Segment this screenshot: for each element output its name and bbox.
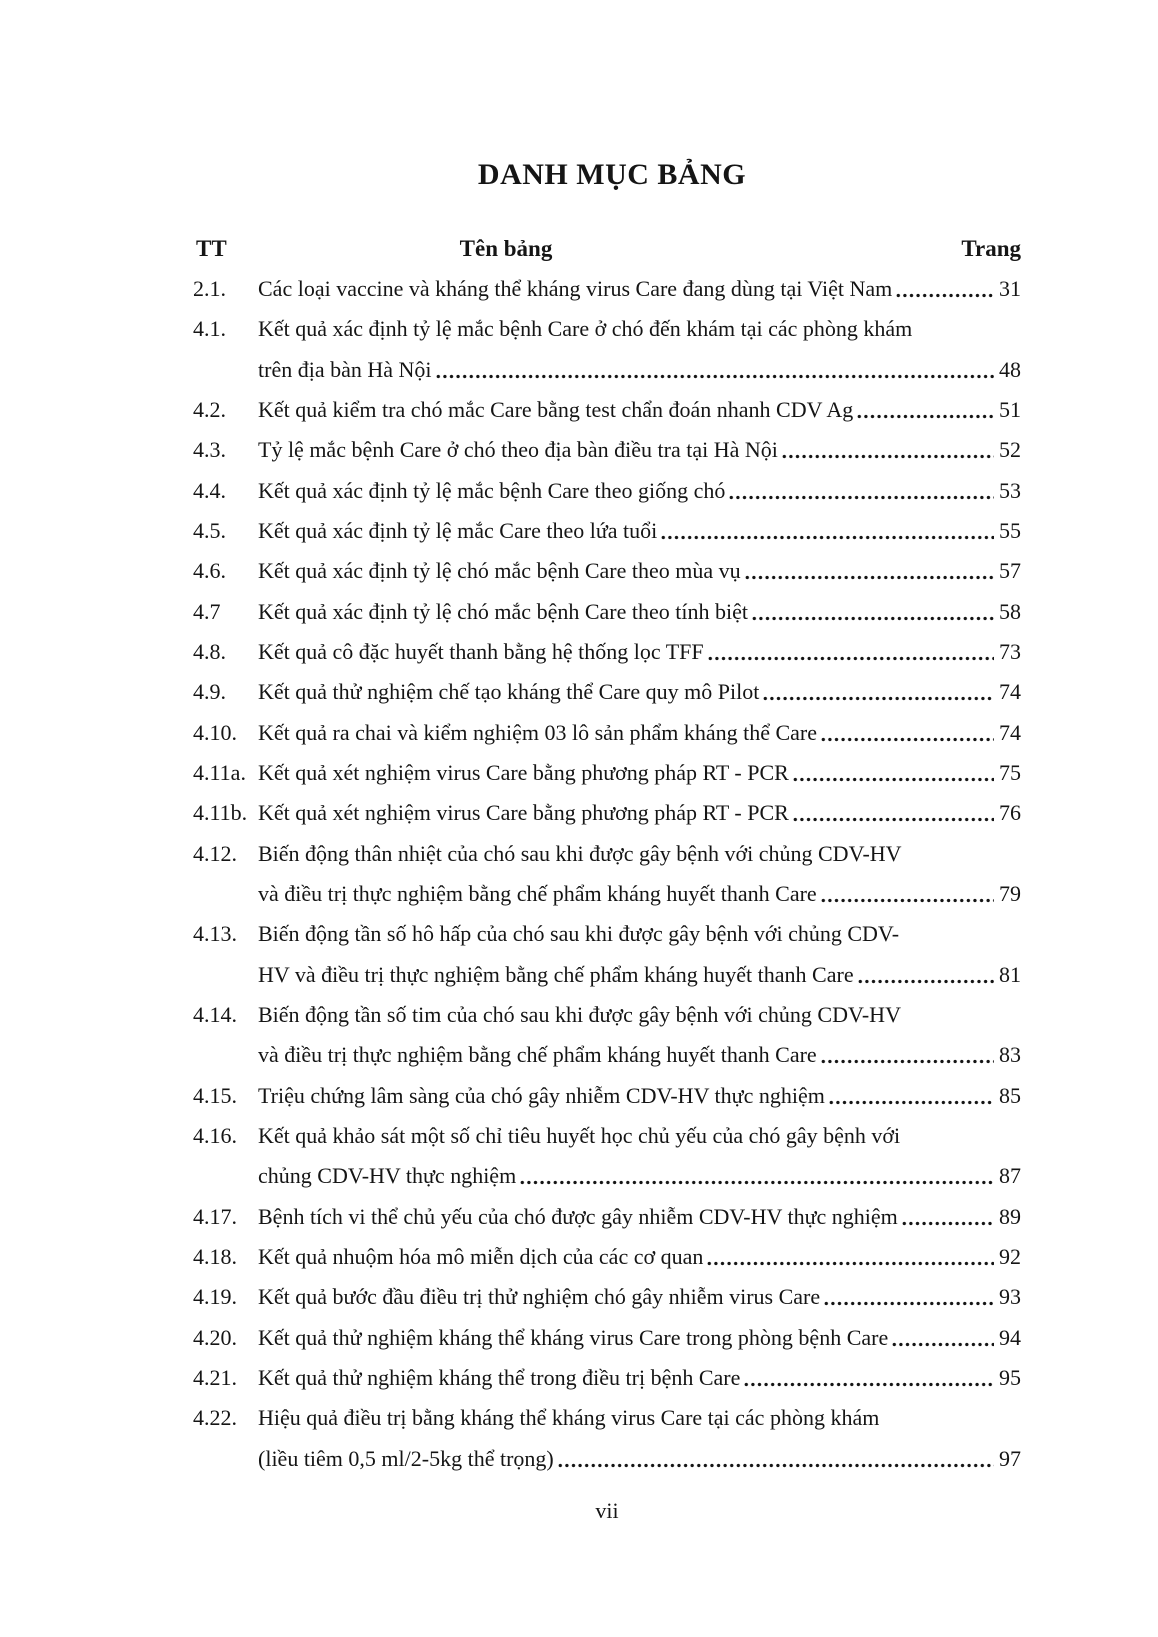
entry-number: 4.13. <box>193 921 237 947</box>
table-row <box>0 713 1158 753</box>
dot-leader <box>820 713 994 753</box>
entry-number: 4.4. <box>193 477 226 503</box>
table-row <box>0 269 1158 309</box>
column-header-page: Trang <box>961 236 1021 261</box>
entry-page-number: 87 <box>999 1163 1021 1189</box>
table-row <box>0 471 1158 511</box>
entry-body <box>258 672 1021 712</box>
entry-body <box>258 955 1021 995</box>
entry-page-number: 57 <box>999 558 1021 584</box>
entry-body <box>258 309 1021 349</box>
entry-body <box>258 914 1021 954</box>
table-row <box>0 834 1158 874</box>
entry-page-number: 73 <box>999 638 1021 664</box>
entry-page-number: 53 <box>999 477 1021 503</box>
dot-leader <box>660 511 994 551</box>
entry-page-number: 74 <box>999 719 1021 745</box>
entry-text: Kết quả khảo sát một số chỉ tiêu huyết học chủ yếu của chó gây bệnh với <box>258 1122 901 1148</box>
entry-number: 4.12. <box>193 840 237 866</box>
entry-body <box>258 1197 1021 1237</box>
entry-text: Bệnh tích vi thể chủ yếu của chó được gây nhiễm CDV-HV thực nghiệm <box>258 1203 898 1229</box>
dot-leader <box>891 1318 994 1358</box>
entry-text: Kết quả thử nghiệm kháng thể kháng virus Care trong phòng bệnh Care <box>258 1324 889 1350</box>
entry-body <box>258 874 1021 914</box>
entry-number: 4.3. <box>193 437 226 463</box>
table-row <box>0 995 1158 1035</box>
dot-leader <box>895 269 994 309</box>
entry-number: 2.1. <box>193 276 226 301</box>
entry-number: 4.1. <box>193 316 226 342</box>
entry-text: Tỷ lệ mắc bệnh Care ở chó theo địa bàn điều tra tại Hà Nội <box>258 437 778 463</box>
entry-body <box>258 430 1021 470</box>
table-row <box>0 914 1158 954</box>
dot-leader <box>781 430 994 470</box>
entry-text: Kết quả kiểm tra chó mắc Care bằng test chẩn đoán nhanh CDV Ag <box>258 396 854 422</box>
dot-leader <box>820 874 994 914</box>
table-row <box>0 793 1158 833</box>
table-row <box>0 1358 1158 1398</box>
entry-body <box>258 834 1021 874</box>
entry-text: Triệu chứng lâm sàng của chó gây nhiễm CDV-HV thực nghiệm <box>258 1082 825 1108</box>
entry-text: Kết quả cô đặc huyết thanh bằng hệ thống lọc TFF <box>258 638 704 664</box>
dot-leader <box>820 1035 994 1075</box>
toc-header-row <box>0 233 1158 265</box>
entry-text: Kết quả xác định tỷ lệ mắc bệnh Care ở chó đến khám tại các phòng khám <box>258 316 913 342</box>
table-row <box>0 1277 1158 1317</box>
entry-page-number: 95 <box>999 1364 1021 1390</box>
entry-text: Các loại vaccine và kháng thể kháng virus Care đang dùng tại Việt Nam <box>258 276 893 301</box>
table-row <box>0 511 1158 551</box>
toc-rows <box>0 269 1158 1479</box>
entry-text: Kết quả thử nghiệm kháng thể trong điều trị bệnh Care <box>258 1364 741 1390</box>
entry-body <box>258 1035 1021 1075</box>
entry-number: 4.15. <box>193 1082 237 1108</box>
table-row <box>0 1237 1158 1277</box>
entry-body <box>258 269 1021 309</box>
entry-body <box>258 1156 1021 1196</box>
entry-text: Kết quả xét nghiệm virus Care bằng phương pháp RT - PCR <box>258 759 789 785</box>
dot-leader <box>435 350 995 390</box>
dot-leader <box>519 1156 994 1196</box>
dot-leader <box>792 793 994 833</box>
entry-page-number: 83 <box>999 1042 1021 1068</box>
entry-text: Hiệu quả điều trị bằng kháng thể kháng virus Care tại các phòng khám <box>258 1405 880 1431</box>
entry-number: 4.2. <box>193 396 226 422</box>
dot-leader <box>823 1277 994 1317</box>
entry-number: 4.5. <box>193 517 226 543</box>
entry-page-number: 92 <box>999 1243 1021 1269</box>
entry-text: và điều trị thực nghiệm bằng chế phẩm kháng huyết thanh Care <box>258 1042 817 1068</box>
entry-body <box>258 753 1021 793</box>
table-row <box>0 1318 1158 1358</box>
entry-body <box>258 551 1021 591</box>
table-row <box>0 430 1158 470</box>
entry-number: 4.14. <box>193 1001 237 1027</box>
entry-text: Kết quả bước đầu điều trị thử nghiệm chó gây nhiễm virus Care <box>258 1284 821 1310</box>
page-number-footer: vii <box>595 1498 619 1523</box>
entry-number: 4.9. <box>193 679 226 705</box>
entry-text: Kết quả xác định tỷ lệ mắc bệnh Care theo giống chó <box>258 477 726 503</box>
entry-page-number: 85 <box>999 1082 1021 1108</box>
column-header-index: TT <box>196 236 227 261</box>
entry-text: Kết quả thử nghiệm chế tạo kháng thể Care quy mô Pilot <box>258 679 760 705</box>
entry-page-number: 31 <box>999 276 1021 301</box>
entry-body <box>258 592 1021 632</box>
dot-leader <box>792 753 994 793</box>
dot-leader <box>857 955 994 995</box>
entry-page-number: 52 <box>999 437 1021 463</box>
column-header-table-name: Tên bảng <box>459 236 553 261</box>
entry-text: chủng CDV-HV thực nghiệm <box>258 1163 517 1189</box>
dot-leader <box>751 592 994 632</box>
entry-number: 4.22. <box>193 1405 237 1431</box>
entry-text: trên địa bàn Hà Nội <box>258 356 432 382</box>
entry-text: Kết quả xác định tỷ lệ chó mắc bệnh Care theo tính biệt <box>258 598 748 624</box>
entry-text: Biến động tần số hô hấp của chó sau khi được gây bệnh với chủng CDV- <box>258 921 900 947</box>
entry-text: Kết quả xác định tỷ lệ chó mắc bệnh Care theo mùa vụ <box>258 558 741 584</box>
table-row <box>0 955 1158 995</box>
entry-page-number: 94 <box>999 1324 1021 1350</box>
entry-number: 4.11a. <box>193 759 246 785</box>
entry-body <box>258 1237 1021 1277</box>
dot-leader <box>744 551 994 591</box>
entry-number: 4.11b. <box>193 800 248 826</box>
table-row <box>0 1439 1158 1479</box>
entry-page-number: 74 <box>999 679 1021 705</box>
entry-number: 4.10. <box>193 719 237 745</box>
table-row <box>0 874 1158 914</box>
table-row <box>0 551 1158 591</box>
entry-text: và điều trị thực nghiệm bằng chế phẩm kháng huyết thanh Care <box>258 880 817 906</box>
entry-page-number: 93 <box>999 1284 1021 1310</box>
table-row <box>0 350 1158 390</box>
entry-page-number: 81 <box>999 961 1021 987</box>
dot-leader <box>828 1076 994 1116</box>
entry-number: 4.17. <box>193 1203 237 1229</box>
entry-body <box>258 1439 1021 1479</box>
entry-body <box>258 1076 1021 1116</box>
page-title: DANH MỤC BẢNG <box>477 158 747 191</box>
entry-text: Kết quả nhuộm hóa mô miễn dịch của các cơ quan <box>258 1243 704 1269</box>
entry-body <box>258 390 1021 430</box>
entry-body <box>258 713 1021 753</box>
entry-body <box>258 632 1021 672</box>
entry-body <box>258 1358 1021 1398</box>
dot-leader <box>743 1358 994 1398</box>
dot-leader <box>856 390 994 430</box>
entry-page-number: 97 <box>999 1445 1021 1471</box>
dot-leader <box>707 632 994 672</box>
dot-leader <box>901 1197 994 1237</box>
entry-page-number: 75 <box>999 759 1021 785</box>
entry-number: 4.6. <box>193 558 226 584</box>
entry-body <box>258 1277 1021 1317</box>
entry-page-number: 48 <box>999 356 1021 382</box>
table-row <box>0 1398 1158 1438</box>
entry-text: Biến động tần số tim của chó sau khi được gây bệnh với chủng CDV-HV <box>258 1001 901 1027</box>
entry-page-number: 89 <box>999 1203 1021 1229</box>
table-row <box>0 632 1158 672</box>
entry-text: (liều tiêm 0,5 ml/2-5kg thể trọng) <box>258 1445 554 1471</box>
entry-number: 4.21. <box>193 1364 237 1390</box>
entry-page-number: 79 <box>999 880 1021 906</box>
entry-body <box>258 511 1021 551</box>
entry-page-number: 58 <box>999 598 1021 624</box>
entry-text: Kết quả ra chai và kiểm nghiệm 03 lô sản phẩm kháng thể Care <box>258 719 817 745</box>
entry-page-number: 51 <box>999 396 1021 422</box>
entry-body <box>258 1116 1021 1156</box>
entry-page-number: 55 <box>999 517 1021 543</box>
table-row <box>0 309 1158 349</box>
table-row <box>0 1116 1158 1156</box>
table-row <box>0 592 1158 632</box>
dot-leader <box>728 471 994 511</box>
entry-text: Biến động thân nhiệt của chó sau khi được gây bệnh với chủng CDV-HV <box>258 840 902 866</box>
dot-leader <box>762 672 994 712</box>
entry-number: 4.7 <box>193 598 221 624</box>
table-row <box>0 390 1158 430</box>
entry-page-number: 76 <box>999 800 1021 826</box>
table-row <box>0 753 1158 793</box>
table-row <box>0 1035 1158 1075</box>
table-row <box>0 1156 1158 1196</box>
entry-body <box>258 995 1021 1035</box>
entry-number: 4.8. <box>193 638 226 664</box>
entry-body <box>258 1318 1021 1358</box>
table-row <box>0 1197 1158 1237</box>
entry-text: HV và điều trị thực nghiệm bằng chế phẩm kháng huyết thanh Care <box>258 961 854 987</box>
dot-leader <box>557 1439 994 1479</box>
entry-body <box>258 350 1021 390</box>
entry-number: 4.20. <box>193 1324 237 1350</box>
entry-body <box>258 1398 1021 1438</box>
entry-body <box>258 471 1021 511</box>
entry-text: Kết quả xác định tỷ lệ mắc Care theo lứa tuổi <box>258 517 658 543</box>
dot-leader <box>706 1237 994 1277</box>
entry-number: 4.19. <box>193 1284 237 1310</box>
table-row <box>0 1076 1158 1116</box>
entry-number: 4.18. <box>193 1243 237 1269</box>
table-row <box>0 672 1158 712</box>
entry-number: 4.16. <box>193 1122 237 1148</box>
entry-body <box>258 793 1021 833</box>
entry-text: Kết quả xét nghiệm virus Care bằng phương pháp RT - PCR <box>258 800 789 826</box>
